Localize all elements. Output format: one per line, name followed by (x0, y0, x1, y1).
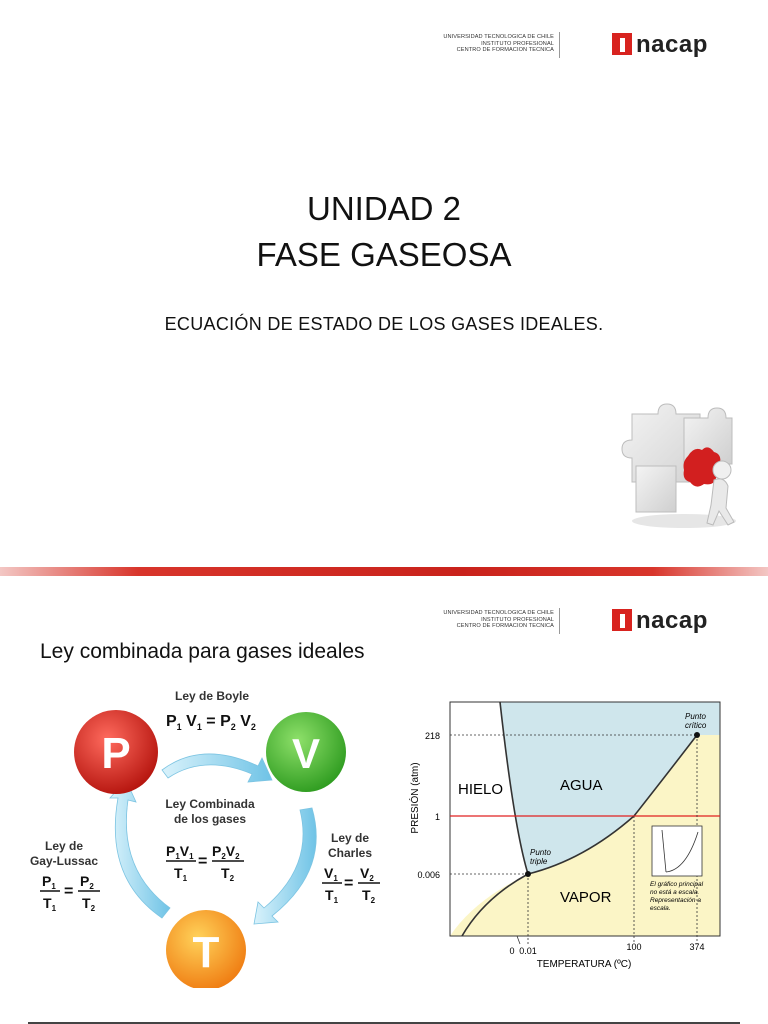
institution-line-2: INSTITUTO PROFESIONAL (481, 40, 554, 47)
logo-text: nacap (636, 31, 708, 58)
charles-title-1: Ley de (330, 831, 370, 845)
institution-header-2 (443, 607, 724, 640)
x-tick-001: 0.01 (519, 946, 537, 956)
arrow-t-to-p (110, 780, 170, 918)
header-separator (559, 608, 560, 634)
svg-text:P1: $P_1$ (42, 873, 56, 891)
x-tick-374: 374 (689, 942, 705, 952)
y-tick-1: 1 (434, 812, 440, 822)
charles-title-2: Charles (327, 846, 373, 860)
logo-mark (612, 609, 632, 631)
pressure-symbol: P (101, 729, 131, 778)
inacap-logo (612, 607, 724, 635)
title-line-2: FASE GASEOSA (256, 236, 512, 273)
inset-note-4: escala. (650, 905, 671, 912)
inacap-logo (612, 31, 724, 59)
critical-point-marker (694, 732, 700, 738)
svg-text:=: = (344, 875, 354, 892)
phase-diagram (404, 688, 738, 978)
combined-title-1: Ley Combinada (165, 797, 255, 811)
combined-title-2: de los gases (173, 812, 247, 826)
gaylussac-title-2: Gay-Lussac (29, 854, 99, 868)
svg-text:T1: $T_1$ (43, 895, 57, 913)
institution-text (443, 34, 554, 54)
figure-head (713, 461, 731, 479)
svg-text:T1: $T_1$ (174, 865, 188, 883)
institution-line-1: UNIVERSIDAD TECNOLOGICA DE CHILE (443, 34, 554, 40)
gaylussac-formula (40, 873, 100, 913)
institution-line-3: CENTRO DE FORMACION TECNICA (456, 623, 554, 630)
gas-laws-diagram (24, 688, 388, 988)
institution-header (443, 31, 724, 64)
water-label: AGUA (560, 777, 603, 794)
arrow-p-to-v (162, 754, 272, 782)
institution-line-3: CENTRO DE FORMACION TECNICA (456, 47, 554, 54)
inset-note-2: no está a escala. (650, 889, 700, 896)
vapor-label: VAPOR (560, 889, 612, 906)
inset-note-1: El gráfico principal (650, 881, 704, 888)
boyle-title: Ley de Boyle (174, 689, 250, 703)
inset-note-3: Representación a (650, 897, 701, 904)
zero-tick (517, 936, 520, 944)
y-axis-label: PRESIÓN (atm) (410, 762, 421, 834)
slide-divider (0, 567, 768, 576)
inset-scaled-diagram (652, 826, 702, 876)
x-tick-0: 0 (509, 946, 515, 956)
svg-text:P2: $P_2$ (80, 873, 94, 891)
institution-line-1: UNIVERSIDAD TECNOLOGICA DE CHILE (443, 610, 554, 616)
logo-text: nacap (636, 607, 708, 634)
triple-point-label-2: triple (530, 857, 548, 866)
svg-text:=: = (64, 883, 74, 900)
header-separator (559, 32, 560, 58)
x-axis-label: TEMPERATURA (ºC) (536, 959, 632, 970)
svg-text:T2: $T_2$ (362, 887, 376, 905)
temperature-symbol: T (192, 928, 220, 977)
charles-formula (322, 865, 380, 905)
gaylussac-title-1: Ley de (44, 839, 84, 853)
puzzle-illustration (614, 396, 744, 531)
svg-text:P1V1: $P_1V_1$ (166, 843, 194, 861)
svg-text:P1 V1 = P2 V2: $P_1$ $V_1 = P_2$ $V_2$ (166, 713, 256, 732)
triple-point-label-1: Punto (530, 848, 551, 857)
slide-gas-laws (0, 576, 768, 1024)
svg-text:V2: $V_2$ (360, 865, 374, 883)
arrow-v-to-t (254, 808, 316, 924)
triple-point-marker (525, 871, 531, 877)
svg-text:P2V2: $P_2V_2$ (212, 843, 240, 861)
title-line-1: UNIDAD 2 (306, 190, 462, 227)
svg-text:T2: $T_2$ (82, 895, 96, 913)
combined-formula (166, 843, 244, 883)
svg-text:T1: $T_1$ (325, 887, 339, 905)
slide-heading: Ley combinada para gases ideales (40, 640, 365, 663)
svg-text:V1: $V_1$ (324, 865, 338, 883)
y-tick-218: 218 (424, 731, 440, 741)
ice-label: HIELO (458, 781, 504, 798)
critical-point-label-2: crítico (685, 721, 707, 730)
svg-text:T2: $T_2$ (221, 865, 235, 883)
logo-mark (612, 33, 632, 55)
x-tick-100: 100 (626, 942, 642, 952)
svg-text:=: = (198, 853, 208, 870)
institution-line-2: INSTITUTO PROFESIONAL (481, 616, 554, 623)
volume-symbol: V (291, 730, 321, 777)
institution-text-2 (443, 610, 554, 630)
boyle-formula (166, 713, 256, 732)
critical-point-label-1: Punto (685, 712, 706, 721)
subtitle: ECUACIÓN DE ESTADO DE LOS GASES IDEALES. (164, 314, 604, 334)
y-tick-0006: 0.006 (417, 870, 440, 880)
